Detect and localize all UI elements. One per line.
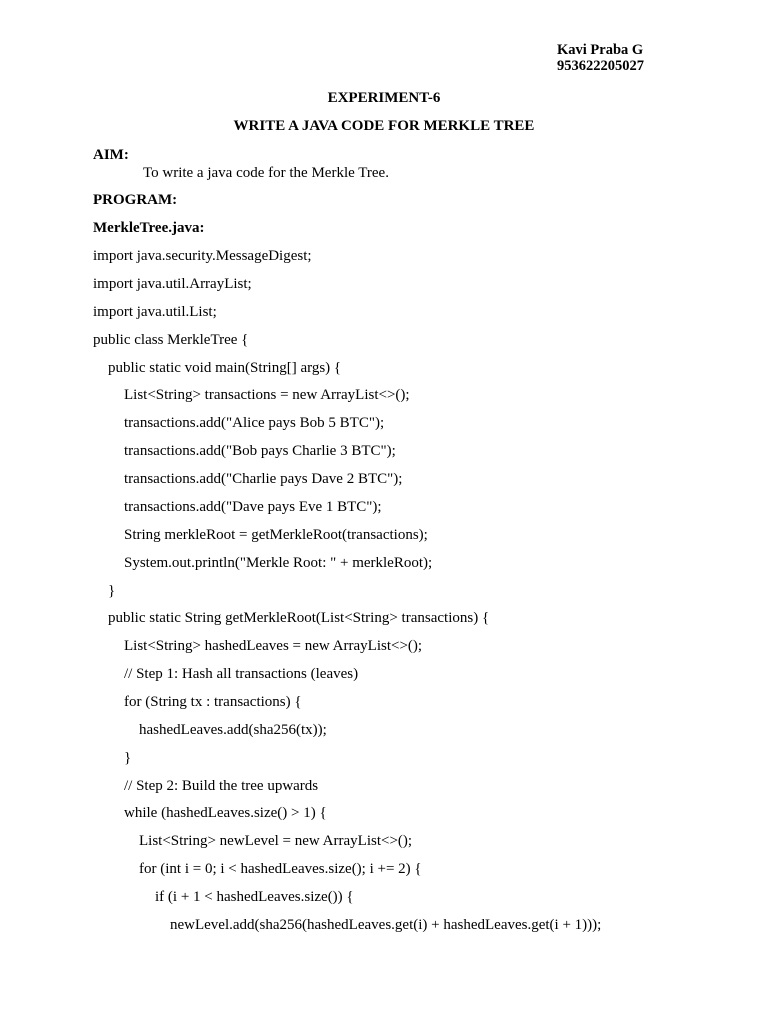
code-line: public static void main(String[] args) { — [108, 360, 342, 376]
code-line: } — [124, 750, 132, 766]
file-name: MerkleTree.java: — [93, 220, 205, 236]
code-line: public class MerkleTree { — [93, 332, 249, 348]
code-line: } — [108, 583, 116, 599]
code-line: transactions.add("Charlie pays Dave 2 BTC"); — [124, 471, 403, 487]
code-line: for (String tx : transactions) { — [124, 694, 302, 710]
code-line: transactions.add("Alice pays Bob 5 BTC"); — [124, 415, 385, 431]
code-line: transactions.add("Dave pays Eve 1 BTC"); — [124, 499, 382, 515]
code-line: while (hashedLeaves.size() > 1) { — [124, 805, 327, 821]
author-name: Kavi Praba G — [557, 42, 644, 58]
code-line: List<String> hashedLeaves = new ArrayList<>(); — [124, 638, 423, 654]
code-line: // Step 2: Build the tree upwards — [124, 778, 319, 794]
code-line: List<String> newLevel = new ArrayList<>(); — [139, 833, 413, 849]
code-line: if (i + 1 < hashedLeaves.size()) { — [155, 889, 354, 905]
author-id: 953622205027 — [557, 58, 644, 74]
code-line: newLevel.add(sha256(hashedLeaves.get(i) + hashedLeaves.get(i + 1))); — [170, 917, 602, 933]
author-block — [557, 42, 644, 74]
program-heading: PROGRAM: — [93, 192, 178, 208]
aim-text: To write a java code for the Merkle Tree. — [143, 165, 389, 181]
main-title: WRITE A JAVA CODE FOR MERKLE TREE — [233, 118, 535, 134]
code-line: // Step 1: Hash all transactions (leaves) — [124, 666, 359, 682]
experiment-title: EXPERIMENT-6 — [327, 90, 441, 106]
code-line: hashedLeaves.add(sha256(tx)); — [139, 722, 327, 738]
aim-heading: AIM: — [93, 147, 129, 163]
code-line: System.out.println("Merkle Root: " + merkleRoot); — [124, 555, 433, 571]
code-line: import java.util.List; — [93, 304, 217, 320]
code-line: String merkleRoot = getMerkleRoot(transactions); — [124, 527, 428, 543]
code-line: transactions.add("Bob pays Charlie 3 BTC"); — [124, 443, 396, 459]
code-line: List<String> transactions = new ArrayList<>(); — [124, 387, 410, 403]
code-line: import java.security.MessageDigest; — [93, 248, 312, 264]
code-line: for (int i = 0; i < hashedLeaves.size(); i += 2) { — [139, 861, 422, 877]
code-line: import java.util.ArrayList; — [93, 276, 252, 292]
code-line: public static String getMerkleRoot(List<String> transactions) { — [108, 610, 490, 626]
